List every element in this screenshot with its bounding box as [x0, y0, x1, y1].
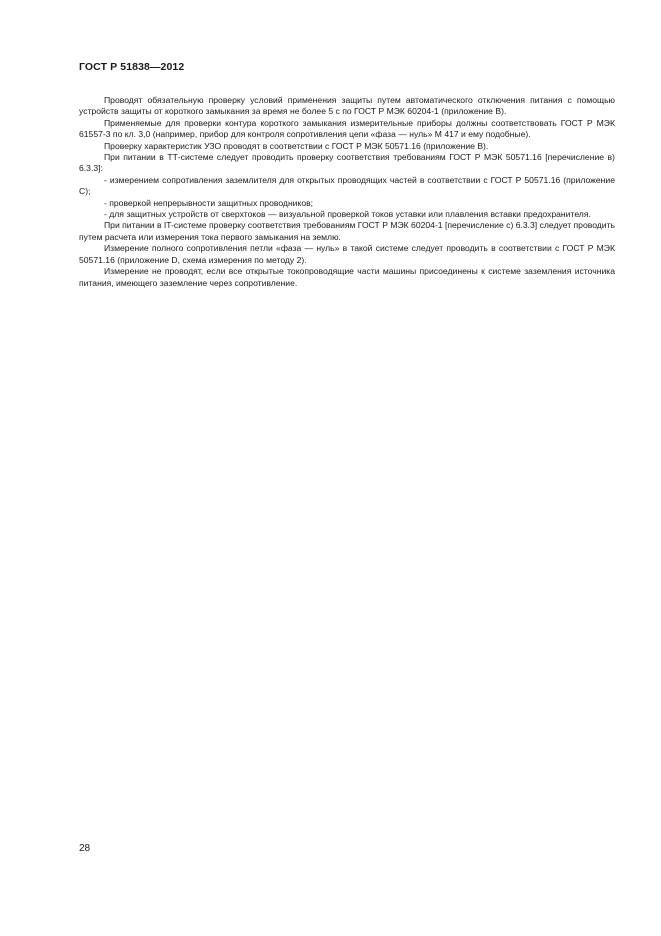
- paragraph-it-system: При питании в IT-системе проверку соответствия требованиям ГОСТ Р МЭК 60204-1 [перечисление с) 6.3.3] следует проводить путем расчета или измерения тока первого замыкания на землю.: [79, 220, 616, 242]
- document-header: ГОСТ Р 51838—2012: [79, 61, 185, 73]
- paragraph-measuring-instruments: Применяемые для проверки контура короткого замыкания измерительные приборы должны соответствовать ГОСТ Р МЭК 61557-3 по кл. 3,0 (например, прибор для контроля сопротивления цепи «фаза — нуль» М 417 и ему подобные).: [79, 117, 615, 140]
- page-number: 28: [79, 843, 91, 854]
- paragraph-rcd-check: Проверку характеристик УЗО проводят в соответствии с ГОСТ Р МЭК 50571.16 (приложение B).: [104, 140, 489, 151]
- paragraph-auto-disconnection-check: Проводят обязательную проверку условий применения защиты путем автоматического отключения питания с помощью устройств защиты от короткого замыкания за время не более 5 с по ГОСТ Р МЭК 60204-1 (приложение B).: [79, 95, 615, 117]
- document-body: [79, 95, 615, 289]
- paragraph-loop-impedance-measurement: Измерение полного сопротивления петли «фаза — нуль» в такой системе следует проводить в соответствии с ГОСТ Р МЭК 50571.16 (приложение D, схема измерения по методу 2).: [79, 243, 615, 265]
- paragraph-measurement-exemption: Измерение не проводят, если все открытые токопроводящие части машины присоединены к системе заземления источника питания, имеющего заземление через сопротивление.: [79, 266, 615, 288]
- list-item-protective-conductor-continuity: - проверкой непрерывности защитных проводников;: [104, 197, 314, 208]
- list-item-earth-electrode-resistance: - измерением сопротивления заземлителя для открытых проводящих частей в соответствии с ГОСТ Р 50571.16 (приложение C);: [79, 174, 615, 197]
- paragraph-tt-system: При питании в ТТ-системе следует проводить проверку соответствия требованиям ГОСТ Р МЭК 50571.16 [перечисление в) 6.3.3]:: [79, 152, 615, 174]
- list-item-overcurrent-devices: - для защитных устройств от сверхтоков — визуальной проверкой токов уставки или плавления вставки предохранителя.: [104, 209, 591, 220]
